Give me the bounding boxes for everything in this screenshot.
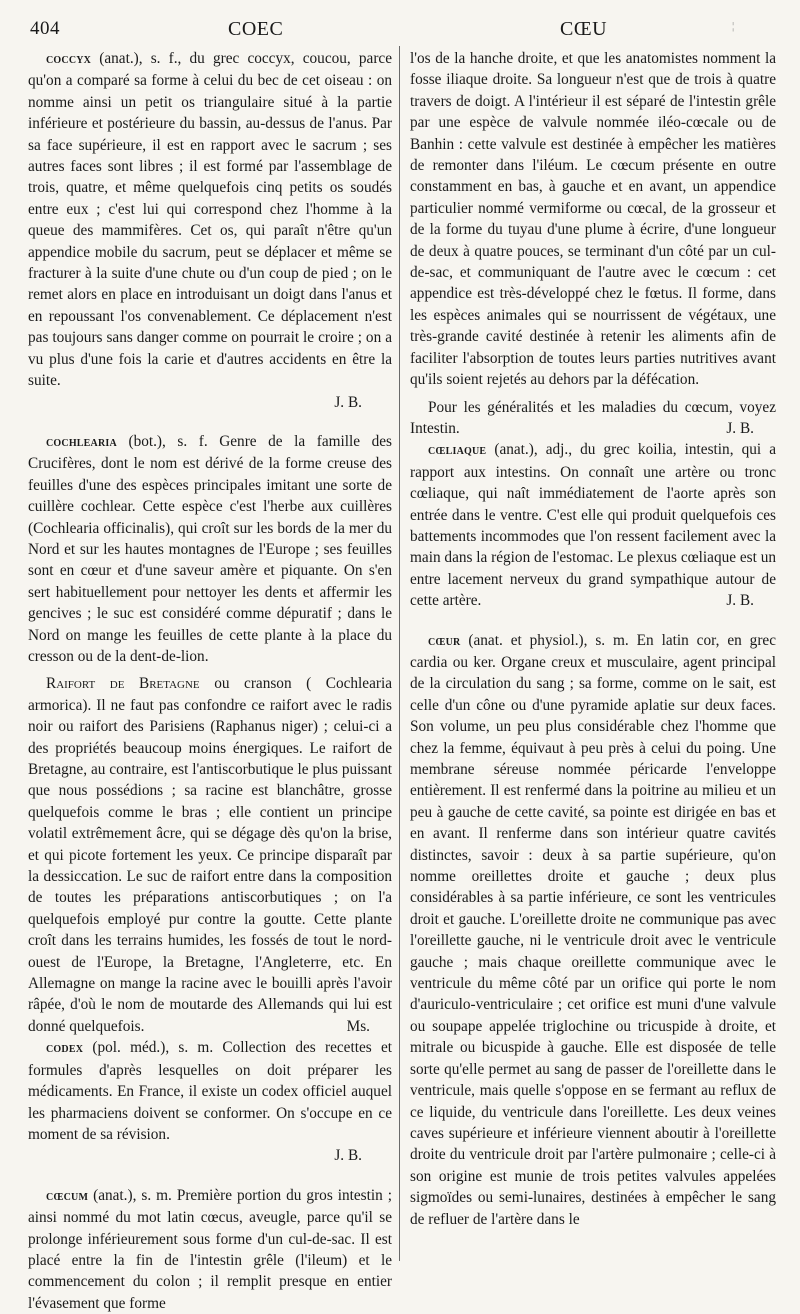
right-running-head: CŒU bbox=[560, 18, 608, 40]
entry-text: (anat. et physiol.), s. m. En latin cor, en grec cardia ou ker. Organe creux et musculaire, agent principal de la circulation du sang ; sa forme, comme on le sait, est celle d'un cône ou d'une pyramide aplatie sur deux faces. Son volume, un peu plus considérable chez l'homme que chez la femme, équivaut à peu près à celui du poing. Une membrane séreuse nommée péricarde l'enveloppe entièrement. Il est renfermé dans la poitrine au milieu et un peu à gauche de cette cavité, sa pointe est dirigée en bas et en avant. Il renferme dans son intérieur quatre cavités distinctes, savoir : deux à sa partie supérieure, qu'on nomme oreillettes droite et gauche ; deux plus considérables à sa partie inférieure, ce sont les ventricules droit et gauche. L'oreillette droite ne communique pas avec l'oreillette gauche, ni le ventricule droit avec le ventricule gauche ; mais chaque oreillette communique avec le ventricule du même côté par un orifice qui porte le nom d'auriculo-ventriculaire ; cet orifice est muni d'une valvule ou soupape appelée triglochine ou tricuspide à droite, et mitrale ou bicuspide à gauche. Elle est disposée de telle sorte qu'elle permet au sang de passer de l'oreillette dans le ventricule, mais quelle s'oppose en se fermant au reflux de ce liquide, du ventricule dans l'oreillette. Les deux veines caves supérieure et inférieure viennent aboutir à l'oreillette droite du ventricule droit par l'artère pulmonaire ; celle-ci à son origine est munie de trois petites valvules appelées sigmoïdes ou semi-lunaires, destinées à empêcher le sang de refluer de l'artère dans le bbox=[410, 631, 777, 1228]
entry-text: l'os de la hanche droite, et que les anatomistes nomment la fosse iliaque droite. Sa longueur n'est que de trois à quatre travers de doigt. A l'intérieur il est séparé de l'intestin grêle par une espèce de valvule nommée iléo-cœcale ou de Banhin : cette valvule est destinée à empêcher les matières de remonter dans l'iléum. Le cœcum présente en outre constamment en bas, à gauche et en avant, un appendice particulier nommé vermiforme ou cœcal, de la grosseur et de la forme du tuyau d'une plume à écrire, d'une longueur de deux à quatre pouces, se terminant d'un côté par un cul-de-sac, et communiquant de l'autre avec le cœcum : cet appendice est très-développé chez le fœtus. Il forme, dans les espèces animales qui se nourrissent de végétaux, une très-grande cavité destinée à retenir les aliments afin de faciliter l'absorption de toutes leurs parties nutritives avant qu'ils soient rejetés au dehors par la défécation. bbox=[410, 50, 776, 389]
author-signature: J. B. bbox=[334, 393, 362, 411]
headword: coccyx bbox=[46, 52, 92, 67]
author-signature: J. B. bbox=[726, 419, 754, 437]
entry-coeur bbox=[410, 630, 776, 1230]
entry-raifort bbox=[28, 673, 392, 1037]
author-signature: Ms. bbox=[346, 1017, 370, 1035]
entry-coecum bbox=[28, 1185, 392, 1314]
running-header bbox=[30, 14, 780, 46]
entry-coeliaque bbox=[410, 439, 776, 611]
right-column bbox=[410, 48, 776, 1230]
entry-cochlearia bbox=[28, 431, 392, 667]
entry-text: (pol. méd.), s. m. Collection des recettes et formules d'après lesquelles on doit préparer les médicaments. En France, il existe un codex officiel auquel les pharmaciens doivent se conformer. On s'occupe en ce moment de sa révision. bbox=[28, 1039, 392, 1143]
column-divider bbox=[399, 46, 400, 1261]
cross-reference bbox=[410, 397, 776, 440]
entry-text: (anat.), adj., du grec koilia, intestin, qui a rapport aux intestins. On connaît une artère ou tronc cœliaque, qui naît immédiatement de l'aorte après son entrée dans le ventre. C'est elle qui produit quelquefois ces battements incommodes que l'on ressent facilement avec la main dans la région de l'estomac. Le plexus cœliaque est un entre lacement nerveux du grand sympathique autour de cette artère. bbox=[410, 441, 776, 610]
headword: cochlearia bbox=[46, 434, 117, 450]
entry-text: (anat.), s. f., du grec coccyx, coucou, parce qu'on a comparé sa forme à celui du bec de cet oiseau : on nomme ainsi un petit os triangulaire situé à la partie inférieure et postérieure du bassin, au-dessus de l'anus. Par sa face supérieure, il est en rapport avec le sacrum ; ses autres faces sont libres ; il est formé par l'assemblage de trois, quatre, et même quelquefois cinq petits os soudés entre eux ; c'est lui qui correspond chez l'homme à la queue des mammifères. Cet os, qui paraît n'être qu'un appendice mobile du sacrum, peut se déplacer et même se fracturer à la suite d'une chute ou d'un coup de pied ; on le remet alors en place en introduisant un doigt dans l'anus et en repoussant l'os convenablement. Ce déplacement n'est pas toujours sans danger comme on pourrait le croire ; on a vu plus d'une fois la carie et d'autres accidents en être la suite. bbox=[28, 50, 393, 390]
subentry-title: Raifort de Bretagne bbox=[46, 675, 200, 693]
headword: cœur bbox=[428, 633, 461, 649]
entry-text: (bot.), s. f. Genre de la famille des Crucifères, dont le nom est dérivé de la forme creuse des feuilles d'une des espèces principales imitant une sorte de cuillère cochlear. Cette espèce c'est l'herbe aux cuillères (Cochlearia officinalis), qui croît sur les bords de la mer du Nord et sur les hautes montagnes de l'Europe ; ses feuilles sont en cœur et d'une saveur amère et piquante. On s'en sert habituellement pour nettoyer les dents et affermir les gencives ; le suc est considéré comme dépuratif ; dans le Nord on mange les feuilles de cette plante à la place du cresson ou de la dent-de-lion. bbox=[28, 432, 393, 665]
page-number: 404 bbox=[30, 18, 60, 39]
entry-coecum-continued bbox=[410, 48, 776, 391]
entry-codex bbox=[28, 1037, 392, 1166]
left-running-head: COEC bbox=[228, 18, 284, 40]
author-signature: J. B. bbox=[726, 592, 754, 610]
headword: codex bbox=[46, 1041, 84, 1057]
note-text: Pour les généralités et les maladies du cœcum, voyez Intestin. bbox=[410, 398, 776, 437]
headword: cœliaque bbox=[428, 443, 487, 459]
left-column bbox=[28, 48, 392, 1314]
headword: cœcum bbox=[46, 1188, 89, 1204]
entry-text: (anat.), s. m. Première portion du gros intestin ; ainsi nommé du mot latin cœcus, aveugle, parce qu'il se prolonge inférieurement sous forme d'un cul-de-sac. Il est placé entre la fin de l'intestin grêle (l'ileum) et le commencement du colon ; il remplit presque en entier l'évasement que forme bbox=[28, 1186, 392, 1312]
header-mark: ¦ bbox=[732, 20, 735, 32]
entry-text: ou cranson ( Cochlearia armorica). Il ne faut pas confondre ce raifort avec le radis noir ou raifort des Parisiens (Raphanus niger) ; celui-ci a des propriétés beaucoup moins énergiques. Le raifort de Bretagne, au contraire, est l'antiscorbutique le plus puissant que nous possédions ; sa racine est blanchâtre, grosse quelquefois comme le bras ; elle contient un principe volatil extrêmement âcre, qui se dégage dès qu'on la brise, et qui picote fortement les yeux. Ce principe disparaît par la dessiccation. Le suc de raifort entre dans la composition de toutes les préparations antiscorbutiques ; on l'a quelquefois employé pur contre la goutte. Cette plante croît dans les terrains humides, les fossés de tout le nord-ouest de l'Europe, la Bretagne, l'Angleterre, etc. En Allemagne on mange la racine avec le bouilli après l'avoir râpée, d'où le nom de moutarde des Allemands qui lui est donné quelquefois. bbox=[28, 675, 393, 1035]
entry-coccyx bbox=[28, 48, 392, 413]
author-signature: J. B. bbox=[334, 1147, 362, 1165]
